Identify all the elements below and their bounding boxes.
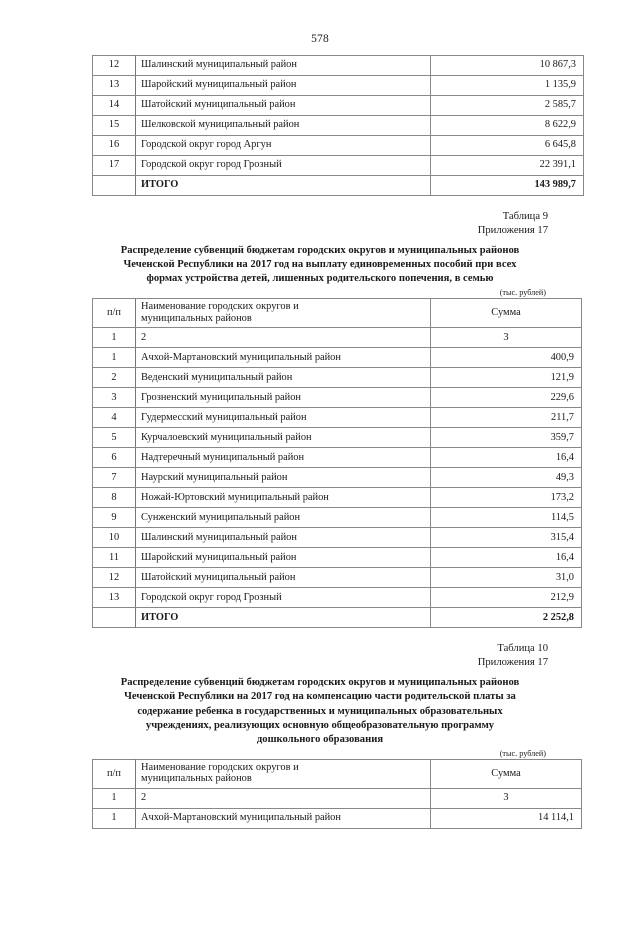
section-10-title-line-4: учреждениях, реализующих основную общеобразовательную программу <box>145 719 495 731</box>
table-row <box>93 76 584 96</box>
row-sum: 16,4 <box>431 548 582 568</box>
header-col-sum: Сумма <box>431 299 582 328</box>
row-name: Городской округ город Аргун <box>136 136 431 156</box>
section-10-units: (тыс. рублей) <box>499 748 546 758</box>
row-sum: 173,2 <box>431 488 582 508</box>
row-name: Шалинский муниципальный район <box>136 528 431 548</box>
total-label: ИТОГО <box>136 176 431 196</box>
section-10-title-line-1: Распределение субвенций бюджетам городских округов и муниципальных районов <box>120 677 520 689</box>
row-sum: 121,9 <box>431 368 582 388</box>
section-9-title-line-1: Распределение субвенций бюджетам городских округов и муниципальных районов <box>120 244 520 256</box>
row-name: Ачхой-Мартановский муниципальный район <box>136 348 431 368</box>
section-10-title-line-5: дошкольного образования <box>256 733 384 745</box>
table-row <box>93 136 584 156</box>
row-number: 9 <box>93 508 136 528</box>
row-sum: 315,4 <box>431 528 582 548</box>
row-name: Ножай-Юртовский муниципальный район <box>136 488 431 508</box>
row-number: 5 <box>93 428 136 448</box>
table-row <box>93 528 582 548</box>
table-total-row <box>93 176 584 196</box>
table-10 <box>92 759 582 829</box>
row-sum: 1 135,9 <box>431 76 584 96</box>
total-sum: 2 252,8 <box>431 608 582 628</box>
row-number: 12 <box>93 56 136 76</box>
header-col-np: п/п <box>93 759 136 788</box>
row-name: Шаройский муниципальный район <box>136 76 431 96</box>
table-row <box>93 96 584 116</box>
table-row <box>93 508 582 528</box>
section-10-title-line-3: содержание ребенка в государственных и муниципальных образовательных <box>137 705 503 717</box>
section-10-title <box>92 676 548 746</box>
numbering-col-2: 2 <box>136 328 431 348</box>
table-9-header-row <box>93 299 582 328</box>
table-10-numbering-row <box>93 789 582 809</box>
row-sum: 10 867,3 <box>431 56 584 76</box>
row-sum: 114,5 <box>431 508 582 528</box>
numbering-col-2: 2 <box>136 789 431 809</box>
header-col-name-line-1: Наименование городских округов и <box>141 761 299 773</box>
row-sum: 211,7 <box>431 408 582 428</box>
row-name: Наурский муниципальный район <box>136 468 431 488</box>
section-9-title <box>92 244 548 286</box>
row-sum: 31,0 <box>431 568 582 588</box>
row-sum: 49,3 <box>431 468 582 488</box>
row-name: Городской округ город Грозный <box>136 156 431 176</box>
section-9-title-line-2: Чеченской Республики на 2017 год на выплату единовременных пособий при всех <box>123 259 517 271</box>
row-sum: 400,9 <box>431 348 582 368</box>
row-number: 8 <box>93 488 136 508</box>
row-name: Шатойский муниципальный район <box>136 96 431 116</box>
numbering-col-3: 3 <box>431 789 582 809</box>
page-content <box>92 55 576 829</box>
numbering-col-1: 1 <box>93 328 136 348</box>
row-sum: 212,9 <box>431 588 582 608</box>
document-page <box>0 33 640 938</box>
row-number: 3 <box>93 388 136 408</box>
row-name: Шелковской муниципальный район <box>136 116 431 136</box>
row-name: Шалинский муниципальный район <box>136 56 431 76</box>
total-sum: 143 989,7 <box>431 176 584 196</box>
row-number: 13 <box>93 588 136 608</box>
section-9-units: (тыс. рублей) <box>499 288 546 298</box>
table-row <box>93 588 582 608</box>
header-col-name <box>136 759 431 788</box>
row-name: Шатойский муниципальный район <box>136 568 431 588</box>
row-name: Грозненский муниципальный район <box>136 388 431 408</box>
total-number <box>93 608 136 628</box>
row-number: 2 <box>93 368 136 388</box>
row-number: 1 <box>93 809 136 829</box>
row-number: 17 <box>93 156 136 176</box>
row-sum: 14 114,1 <box>431 809 582 829</box>
row-sum: 22 391,1 <box>431 156 584 176</box>
table-row <box>93 408 582 428</box>
table-row <box>93 568 582 588</box>
row-number: 15 <box>93 116 136 136</box>
row-sum: 229,6 <box>431 388 582 408</box>
table-row <box>93 488 582 508</box>
numbering-col-3: 3 <box>431 328 582 348</box>
row-sum: 359,7 <box>431 428 582 448</box>
table-row <box>93 56 584 76</box>
table-row <box>93 448 582 468</box>
table-10-body <box>93 759 582 828</box>
table-row <box>93 156 584 176</box>
table-continuation <box>92 55 584 196</box>
row-name: Шаройский муниципальный район <box>136 548 431 568</box>
row-number: 11 <box>93 548 136 568</box>
section-10-labels <box>92 642 548 670</box>
total-number <box>93 176 136 196</box>
row-name: Надтеречный муниципальный район <box>136 448 431 468</box>
row-number: 4 <box>93 408 136 428</box>
header-col-name-line-1: Наименование городских округов и <box>141 301 299 313</box>
row-name: Сунженский муниципальный район <box>136 508 431 528</box>
section-10-table-label: Таблица 10 <box>497 643 548 655</box>
table-row <box>93 116 584 136</box>
table-row <box>93 428 582 448</box>
header-col-name-line-2: муниципальных районов <box>141 312 252 324</box>
table-row <box>93 388 582 408</box>
numbering-col-1: 1 <box>93 789 136 809</box>
table-total-row <box>93 608 582 628</box>
total-label: ИТОГО <box>136 608 431 628</box>
row-name: Городской округ город Грозный <box>136 588 431 608</box>
section-10-appendix-label: Приложения 17 <box>477 657 548 669</box>
row-number: 12 <box>93 568 136 588</box>
table-row <box>93 368 582 388</box>
row-number: 13 <box>93 76 136 96</box>
page-number: 578 <box>311 33 329 45</box>
header-col-sum: Сумма <box>431 759 582 788</box>
table-9 <box>92 298 582 628</box>
table-10-header-row <box>93 759 582 788</box>
row-sum: 6 645,8 <box>431 136 584 156</box>
row-name: Веденский муниципальный район <box>136 368 431 388</box>
row-sum: 16,4 <box>431 448 582 468</box>
row-sum: 8 622,9 <box>431 116 584 136</box>
header-col-name <box>136 299 431 328</box>
header-col-np: п/п <box>93 299 136 328</box>
section-10-title-line-2: Чеченской Республики на 2017 год на компенсацию части родительской платы за <box>124 691 516 703</box>
table-row <box>93 548 582 568</box>
row-number: 16 <box>93 136 136 156</box>
row-name: Курчалоевский муниципальный район <box>136 428 431 448</box>
row-sum: 2 585,7 <box>431 96 584 116</box>
row-number: 10 <box>93 528 136 548</box>
row-number: 14 <box>93 96 136 116</box>
table-row <box>93 809 582 829</box>
table-continuation-body <box>93 56 584 196</box>
row-number: 6 <box>93 448 136 468</box>
section-9-title-line-3: формах устройства детей, лишенных родительского попечения, в семью <box>146 273 494 285</box>
row-number: 7 <box>93 468 136 488</box>
table-9-body <box>93 299 582 628</box>
row-name: Гудермесский муниципальный район <box>136 408 431 428</box>
row-number: 1 <box>93 348 136 368</box>
section-9-appendix-label: Приложения 17 <box>477 224 548 236</box>
section-9-table-label: Таблица 9 <box>502 211 548 222</box>
header-col-name-line-2: муниципальных районов <box>141 773 252 785</box>
table-row <box>93 348 582 368</box>
section-9-labels <box>92 210 548 238</box>
table-9-numbering-row <box>93 328 582 348</box>
table-row <box>93 468 582 488</box>
row-name: Ачхой-Мартановский муниципальный район <box>136 809 431 829</box>
